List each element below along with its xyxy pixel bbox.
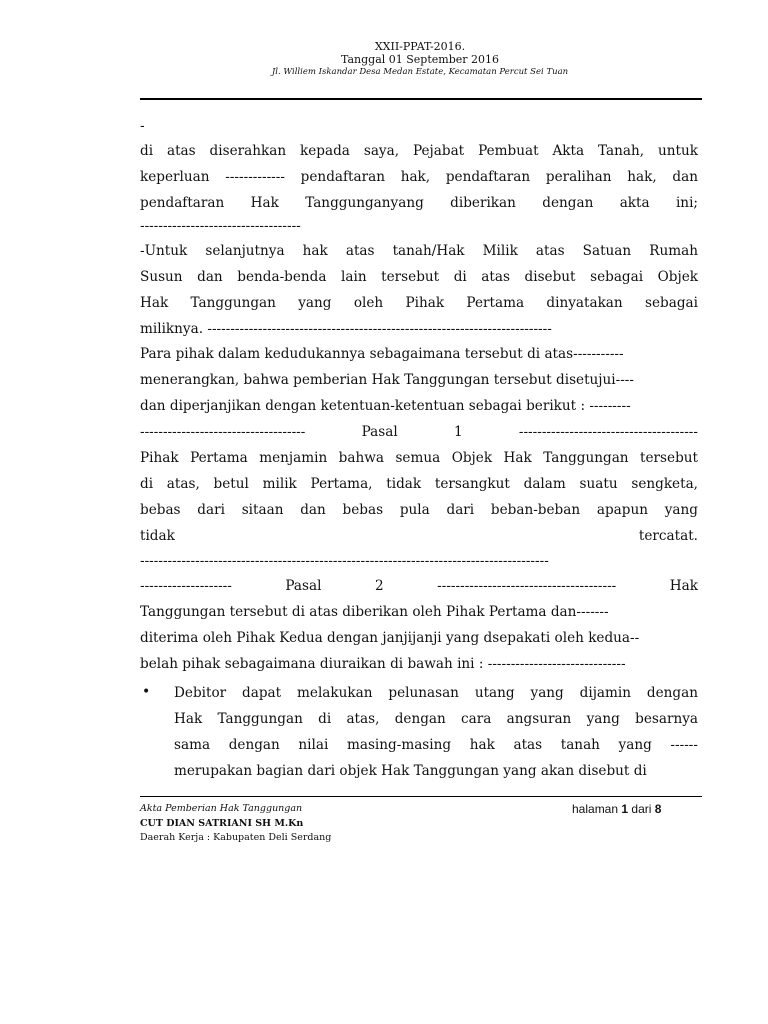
body-line — [140, 528, 698, 544]
bullet-line: Hak Tanggungan di atas, dengan cara angsuran yang besarnya — [174, 711, 698, 727]
document-date: Tanggal 01 September 2016 — [340, 53, 500, 66]
page-current: 1 — [621, 802, 629, 816]
body-line: Pihak Pertama menjamin bahwa semua Objek Hak Tanggungan tersebut — [140, 450, 698, 466]
page-indicator — [572, 802, 661, 816]
body-word: tercatat. — [638, 528, 698, 544]
body-line: menerangkan, bahwa pemberian Hak Tanggungan tersebut disetujui---- — [140, 372, 634, 388]
body-line: ----------------------------------------------------------------------------------------- — [140, 553, 549, 569]
body-line: miliknya. --------------------------------------------------------------------------- — [140, 321, 552, 337]
body-line: Para pihak dalam kedudukannya sebagaimana tersebut di atas----------- — [140, 346, 624, 362]
body-line: di atas, betul milik Pertama, tidak tersangkut dalam suatu sengketa, — [140, 476, 698, 492]
header-divider — [140, 98, 702, 100]
body-line: - — [140, 118, 145, 134]
bullet-line: merupakan bagian dari objek Hak Tanggungan yang akan disebut di — [174, 763, 647, 779]
footer-divider — [140, 796, 702, 797]
article-heading: ------------------------------------ Pasal 1 --------------------------------------- — [140, 424, 698, 440]
notary-name: CUT DIAN SATRIANI SH M.Kn — [140, 818, 304, 829]
body-line: Susun dan benda-benda lain tersebut di atas disebut sebagai Objek — [140, 269, 698, 285]
body-word: tidak — [140, 528, 175, 544]
document-number: XXII-PPAT-2016. — [374, 40, 466, 53]
page-total: 8 — [654, 802, 662, 816]
bullet-marker: • — [142, 684, 151, 700]
article-heading: -------------------- Pasal 2 --------------------------------------- Hak — [140, 578, 698, 594]
work-area: Daerah Kerja : Kabupaten Deli Serdang — [140, 832, 332, 843]
body-line: -Untuk selanjutnya hak atas tanah/Hak Milik atas Satuan Rumah — [140, 243, 698, 259]
office-address: Jl. Williem Iskandar Desa Medan Estate, Kecamatan Percut Sei Tuan — [271, 67, 569, 77]
body-line: pendaftaran Hak Tanggunganyang diberikan dengan akta ini; — [140, 195, 698, 211]
body-line: belah pihak sebagaimana diuraikan di bawah ini : ------------------------------ — [140, 656, 626, 672]
body-line: Hak Tanggungan yang oleh Pihak Pertama dinyatakan sebagai — [140, 295, 698, 311]
body-line: bebas dari sitaan dan bebas pula dari beban-beban apapun yang — [140, 502, 698, 518]
body-line: ----------------------------------- — [140, 218, 301, 234]
page-prefix: halaman — [572, 802, 619, 816]
page-mid: dari — [631, 802, 652, 816]
body-line: diterima oleh Pihak Kedua dengan janjijanji yang dsepakati oleh kedua-- — [140, 630, 640, 646]
bullet-line: Debitor dapat melakukan pelunasan utang yang dijamin dengan — [174, 685, 698, 701]
bullet-line: sama dengan nilai masing-masing hak atas tanah yang ------ — [174, 737, 698, 753]
body-line: keperluan ------------- pendaftaran hak, pendaftaran peralihan hak, dan — [140, 169, 698, 185]
body-line: dan diperjanjikan dengan ketentuan-ketentuan sebagai berikut : --------- — [140, 398, 631, 414]
body-line: Tanggungan tersebut di atas diberikan oleh Pihak Pertama dan------- — [140, 604, 609, 620]
body-line: di atas diserahkan kepada saya, Pejabat Pembuat Akta Tanah, untuk — [140, 143, 698, 159]
document-header — [140, 40, 700, 79]
deed-title: Akta Pemberian Hak Tanggungan — [140, 803, 303, 814]
